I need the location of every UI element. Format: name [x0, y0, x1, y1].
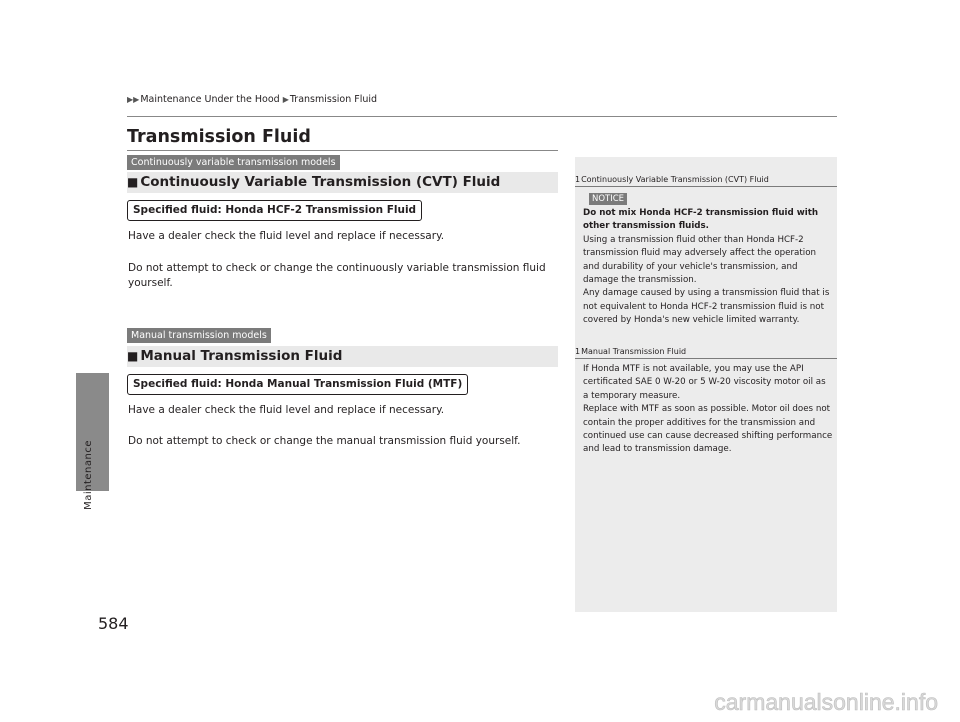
cvt-spec-box: Specified fluid: Honda HCF-2 Transmission Fluid: [127, 200, 422, 221]
notice-badge: NOTICE: [589, 193, 627, 205]
svg-text:carmanualsonline.info: carmanualsonline.info: [714, 689, 938, 715]
manual-spec-box: Specified fluid: Honda Manual Transmission Fluid (MTF): [127, 374, 468, 395]
cvt-section-bar: [127, 172, 558, 193]
section-square-icon: ■: [127, 175, 139, 189]
manual-note-text-2: Replace with MTF as soon as possible. Motor oil does not contain the proper additives for the transmission and continued use can cause decreased shifting performance and lead to transmission damage.: [583, 404, 833, 455]
manual-heading-text: Manual Transmission Fluid: [140, 348, 343, 364]
cvt-note-divider: [575, 186, 837, 187]
breadcrumb: [127, 94, 377, 105]
manual-note-body: [583, 363, 833, 457]
chapter-tab-label: Maintenance: [83, 440, 94, 510]
reference-marker-icon: 1: [575, 175, 581, 184]
section-square-icon: ■: [127, 349, 139, 363]
cvt-note-title-text: Continuously Variable Transmission (CVT) Fluid: [581, 175, 769, 184]
cvt-section-heading: [127, 172, 558, 193]
cvt-note-text-2: Any damage caused by using a transmission fluid that is not equivalent to Honda HCF-2 transmission fluid is not covered by Honda's new vehicle limited warranty.: [583, 288, 830, 326]
manual-section-bar: [127, 346, 558, 367]
manual-note-title: [575, 347, 686, 356]
manual-note-title-text: Manual Transmission Fluid: [581, 347, 687, 356]
watermark-logo: [588, 688, 948, 716]
manual-model-badge: Manual transmission models: [127, 328, 271, 343]
cvt-paragraph-2: Do not attempt to check or change the continuously variable transmission fluid yourself.: [128, 262, 546, 289]
manual-paragraph-1: Have a dealer check the fluid level and replace if necessary.: [128, 404, 445, 416]
breadcrumb-arrow-icon: ▶▶: [127, 95, 140, 104]
breadcrumb-page: Transmission Fluid: [289, 94, 378, 105]
header-divider: [127, 116, 837, 117]
manual-section-heading: [127, 346, 558, 367]
manual-note-divider: [575, 358, 837, 359]
page-title: Transmission Fluid: [127, 127, 311, 147]
manual-note-text-1: If Honda MTF is not available, you may use the API certificated SAE 0 W-20 or 5 W-20 viscosity motor oil as a temporary measure.: [583, 364, 826, 401]
cvt-model-badge: Continuously variable transmission models: [127, 155, 340, 170]
title-divider: [127, 150, 558, 151]
cvt-note-text-1: Using a transmission fluid other than Honda HCF-2 transmission fluid may adversely affect the operation and durability of your vehicle's transmission, and damage the transmission.: [583, 234, 817, 286]
page-number: 584: [98, 614, 129, 633]
cvt-note-warning: Do not mix Honda HCF-2 transmission fluid with other transmission fluids.: [583, 208, 819, 232]
cvt-note-body: [583, 207, 833, 328]
breadcrumb-section[interactable]: Maintenance Under the Hood: [140, 94, 280, 105]
breadcrumb-arrow-icon: ▶: [282, 95, 289, 104]
manual-paragraph-2: Do not attempt to check or change the manual transmission fluid yourself.: [128, 435, 521, 447]
reference-marker-icon: 1: [575, 347, 581, 356]
cvt-heading-text: Continuously Variable Transmission (CVT) Fluid: [140, 174, 501, 190]
watermark: [588, 688, 948, 716]
cvt-paragraph-1: Have a dealer check the fluid level and replace if necessary.: [128, 230, 445, 242]
cvt-note-title: [575, 175, 769, 184]
